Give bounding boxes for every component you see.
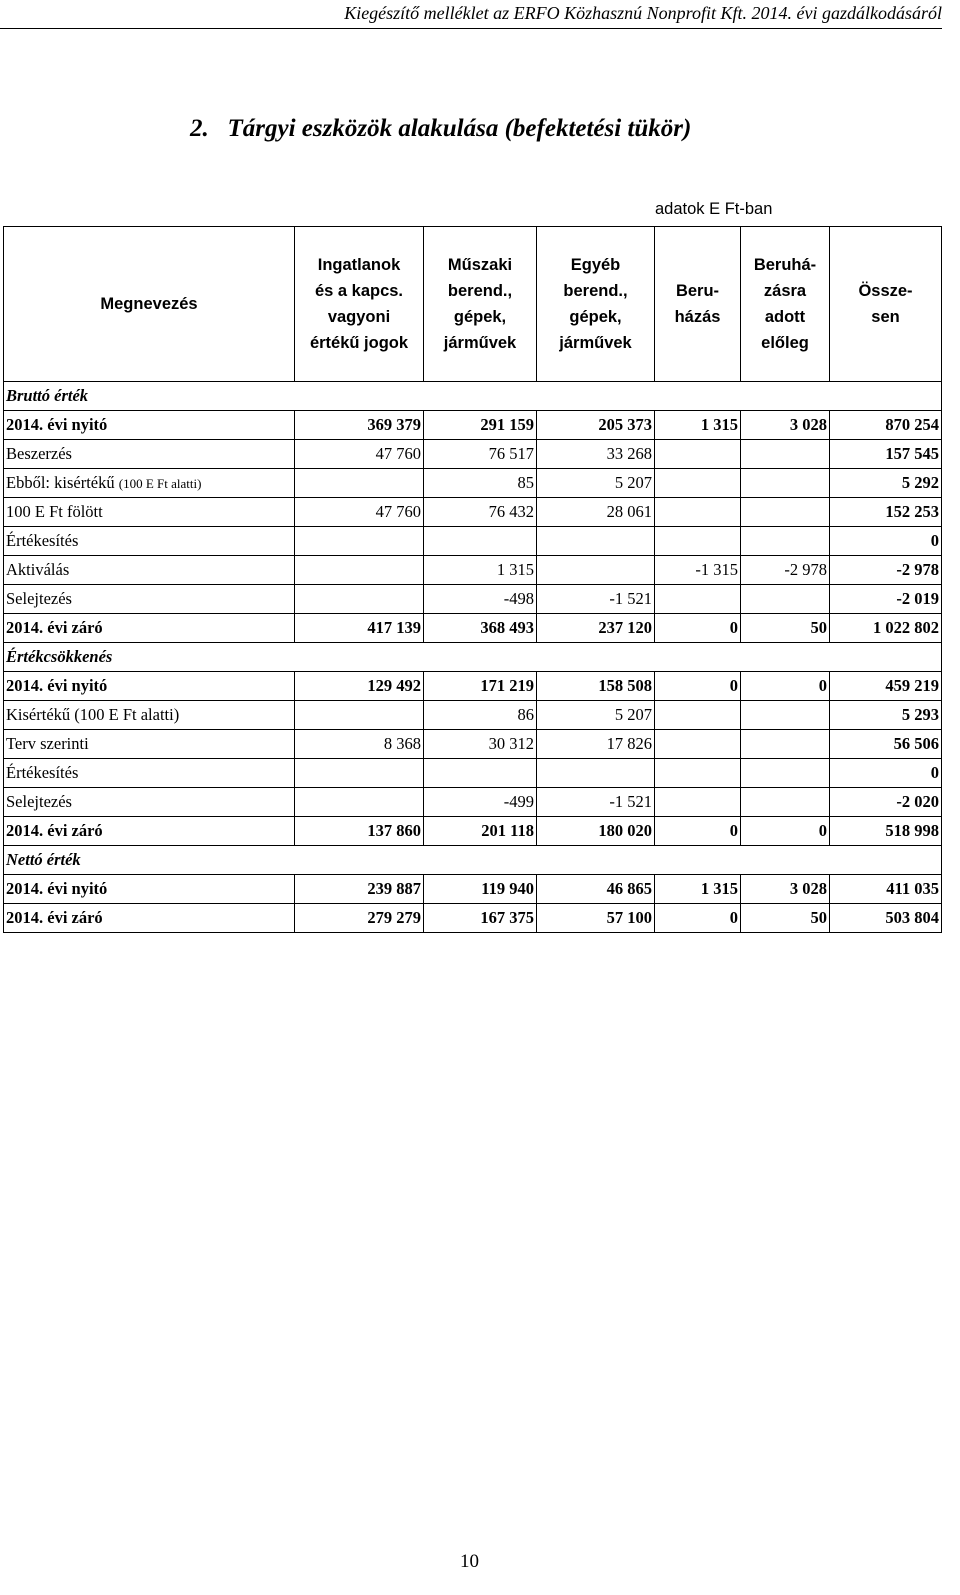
row-label-text: 2014. évi nyitó — [6, 415, 108, 434]
table-row — [4, 498, 942, 527]
column-header-line: zásra — [763, 282, 807, 300]
table-row — [4, 585, 942, 614]
cell-ingatlanok — [295, 701, 424, 730]
cell-eloleg: 3 028 — [741, 411, 830, 440]
column-header-muszaki — [424, 227, 537, 382]
cell-osszesen: 56 506 — [830, 730, 942, 759]
cell-osszesen: -2 978 — [830, 556, 942, 585]
cell-eloleg: 50 — [741, 904, 830, 933]
cell-ingatlanok — [295, 585, 424, 614]
column-header-line: Ingatlanok — [317, 256, 401, 274]
group-header-row — [4, 382, 942, 411]
cell-beruhazas — [655, 701, 741, 730]
page-header — [0, 0, 942, 29]
row-label-text: Értékesítés — [6, 763, 79, 782]
cell-ingatlanok: 8 368 — [295, 730, 424, 759]
column-header-line: Beruhá- — [753, 256, 817, 274]
column-header-line: gépek, — [569, 308, 622, 326]
page-number: 10 — [460, 1551, 479, 1572]
cell-osszesen: 0 — [830, 759, 942, 788]
cell-ingatlanok — [295, 527, 424, 556]
row-label — [4, 817, 295, 846]
row-label — [4, 469, 295, 498]
column-header-line: berend., — [563, 282, 628, 300]
cell-ingatlanok: 47 760 — [295, 440, 424, 469]
table-row — [4, 411, 942, 440]
cell-osszesen: -2 019 — [830, 585, 942, 614]
column-header-line: előleg — [761, 334, 809, 352]
cell-muszaki: 76 517 — [424, 440, 537, 469]
section-title-text: Tárgyi eszközök alakulása (befektetési tükör) — [227, 115, 692, 142]
table-row — [4, 904, 942, 933]
cell-muszaki: 171 219 — [424, 672, 537, 701]
cell-egyeb: 158 508 — [537, 672, 655, 701]
cell-muszaki: 167 375 — [424, 904, 537, 933]
running-title: Kiegészítő melléklet az ERFO Közhasznú Nonprofit Kft. 2014. évi gazdálkodásáról — [344, 3, 942, 23]
cell-egyeb: 5 207 — [537, 469, 655, 498]
cell-egyeb: 46 865 — [537, 875, 655, 904]
cell-ingatlanok: 417 139 — [295, 614, 424, 643]
row-label-text: Aktiválás — [6, 560, 70, 579]
cell-beruhazas — [655, 469, 741, 498]
cell-osszesen: 870 254 — [830, 411, 942, 440]
cell-eloleg: 3 028 — [741, 875, 830, 904]
row-label — [4, 701, 295, 730]
cell-osszesen: 411 035 — [830, 875, 942, 904]
cell-ingatlanok: 369 379 — [295, 411, 424, 440]
table-row — [4, 875, 942, 904]
row-label — [4, 904, 295, 933]
cell-muszaki: 30 312 — [424, 730, 537, 759]
column-header-line: berend., — [447, 282, 513, 300]
row-label-text: Beszerzés — [6, 444, 72, 463]
cell-osszesen: 459 219 — [830, 672, 942, 701]
cell-ingatlanok: 239 887 — [295, 875, 424, 904]
cell-osszesen: 1 022 802 — [830, 614, 942, 643]
column-header-line: értékű jogok — [309, 334, 409, 352]
column-header-line: Össze- — [858, 282, 913, 300]
section-number: 2. — [190, 115, 209, 142]
row-label-text: Selejtezés — [6, 589, 72, 608]
group-label: Nettó érték — [4, 846, 942, 875]
row-label-text: Selejtezés — [6, 792, 72, 811]
cell-eloleg: 50 — [741, 614, 830, 643]
cell-egyeb: 237 120 — [537, 614, 655, 643]
cell-muszaki — [424, 759, 537, 788]
cell-egyeb: 33 268 — [537, 440, 655, 469]
table-row — [4, 817, 942, 846]
cell-ingatlanok: 279 279 — [295, 904, 424, 933]
column-header-ingatlanok — [295, 227, 424, 382]
group-header-row — [4, 643, 942, 672]
row-label-text: 2014. évi záró — [6, 908, 103, 927]
row-label — [4, 440, 295, 469]
row-label-text: 2014. évi záró — [6, 821, 103, 840]
cell-eloleg: 0 — [741, 817, 830, 846]
row-label — [4, 614, 295, 643]
cell-osszesen: 152 253 — [830, 498, 942, 527]
row-label — [4, 527, 295, 556]
table-row — [4, 672, 942, 701]
cell-egyeb: 205 373 — [537, 411, 655, 440]
row-label — [4, 875, 295, 904]
table-row — [4, 614, 942, 643]
units-note: adatok E Ft-ban — [655, 200, 773, 218]
column-header-line: járművek — [443, 334, 517, 352]
cell-beruhazas — [655, 527, 741, 556]
group-label: Bruttó érték — [4, 382, 942, 411]
cell-muszaki: -498 — [424, 585, 537, 614]
column-header-line: gépek, — [453, 308, 507, 326]
row-label-text: 100 E Ft fölött — [6, 502, 103, 521]
header-row — [4, 227, 942, 382]
cell-eloleg — [741, 527, 830, 556]
cell-muszaki: 201 118 — [424, 817, 537, 846]
column-header-line: Megnevezés — [100, 295, 198, 313]
cell-beruhazas: 0 — [655, 614, 741, 643]
cell-beruhazas — [655, 730, 741, 759]
column-header-line: és a kapcs. — [314, 282, 404, 300]
cell-eloleg — [741, 498, 830, 527]
column-header-line: házás — [674, 308, 721, 326]
row-label — [4, 730, 295, 759]
cell-eloleg — [741, 585, 830, 614]
table-row — [4, 527, 942, 556]
cell-eloleg — [741, 469, 830, 498]
row-label-text: 2014. évi záró — [6, 618, 103, 637]
cell-muszaki: 291 159 — [424, 411, 537, 440]
cell-beruhazas — [655, 585, 741, 614]
cell-muszaki: 119 940 — [424, 875, 537, 904]
cell-ingatlanok — [295, 788, 424, 817]
table-row — [4, 788, 942, 817]
column-header-egyeb — [537, 227, 655, 382]
cell-egyeb — [537, 556, 655, 585]
cell-osszesen: 518 998 — [830, 817, 942, 846]
cell-beruhazas — [655, 498, 741, 527]
cell-ingatlanok: 137 860 — [295, 817, 424, 846]
cell-muszaki: 1 315 — [424, 556, 537, 585]
cell-eloleg: 0 — [741, 672, 830, 701]
group-header-row — [4, 846, 942, 875]
cell-osszesen: 0 — [830, 527, 942, 556]
cell-ingatlanok: 129 492 — [295, 672, 424, 701]
cell-beruhazas: 0 — [655, 817, 741, 846]
column-header-line: vagyoni — [327, 308, 391, 326]
cell-osszesen: 5 293 — [830, 701, 942, 730]
column-header-line: Műszaki — [447, 256, 513, 274]
cell-beruhazas: 1 315 — [655, 875, 741, 904]
row-label-text: 2014. évi nyitó — [6, 879, 108, 898]
cell-eloleg — [741, 788, 830, 817]
cell-osszesen: -2 020 — [830, 788, 942, 817]
cell-ingatlanok: 47 760 — [295, 498, 424, 527]
row-label — [4, 759, 295, 788]
table-header — [4, 227, 942, 382]
cell-ingatlanok — [295, 759, 424, 788]
row-label-text: 2014. évi nyitó — [6, 676, 108, 695]
cell-beruhazas: 0 — [655, 904, 741, 933]
row-label-note: (100 E Ft alatti) — [118, 475, 202, 491]
cell-egyeb — [537, 527, 655, 556]
cell-beruhazas: -1 315 — [655, 556, 741, 585]
row-label — [4, 585, 295, 614]
column-header-megnevezes — [4, 227, 295, 382]
cell-eloleg — [741, 759, 830, 788]
cell-beruhazas — [655, 440, 741, 469]
column-header-line: adott — [764, 308, 806, 326]
table-row — [4, 556, 942, 585]
row-label — [4, 672, 295, 701]
table-row — [4, 730, 942, 759]
column-header-line: Egyéb — [570, 256, 621, 274]
column-header-eloleg — [741, 227, 830, 382]
column-header-line: járművek — [559, 334, 632, 352]
cell-ingatlanok — [295, 469, 424, 498]
table-row — [4, 759, 942, 788]
cell-egyeb: -1 521 — [537, 788, 655, 817]
cell-eloleg — [741, 730, 830, 759]
cell-egyeb — [537, 759, 655, 788]
table-row — [4, 440, 942, 469]
cell-eloleg — [741, 440, 830, 469]
column-header-line: sen — [871, 308, 900, 326]
cell-osszesen: 503 804 — [830, 904, 942, 933]
cell-egyeb: 5 207 — [537, 701, 655, 730]
table-body — [4, 382, 942, 933]
cell-eloleg — [741, 701, 830, 730]
column-header-osszesen — [830, 227, 942, 382]
cell-muszaki: 86 — [424, 701, 537, 730]
row-label — [4, 788, 295, 817]
fixed-assets-table — [3, 226, 942, 933]
cell-egyeb: 180 020 — [537, 817, 655, 846]
column-header-line: Beru- — [675, 282, 720, 300]
cell-egyeb: 17 826 — [537, 730, 655, 759]
row-label-text: Kisértékű (100 E Ft alatti) — [6, 705, 180, 724]
cell-osszesen: 157 545 — [830, 440, 942, 469]
section-title — [190, 115, 691, 143]
column-header-beruhazas — [655, 227, 741, 382]
group-label: Értékcsökkenés — [4, 643, 942, 672]
table-row — [4, 701, 942, 730]
cell-beruhazas — [655, 788, 741, 817]
cell-egyeb: 28 061 — [537, 498, 655, 527]
cell-osszesen: 5 292 — [830, 469, 942, 498]
row-label-text: Terv szerinti — [6, 734, 89, 753]
cell-egyeb: 57 100 — [537, 904, 655, 933]
cell-muszaki: 85 — [424, 469, 537, 498]
cell-muszaki: 368 493 — [424, 614, 537, 643]
cell-ingatlanok — [295, 556, 424, 585]
cell-egyeb: -1 521 — [537, 585, 655, 614]
row-label — [4, 498, 295, 527]
row-label — [4, 411, 295, 440]
row-label-text: Értékesítés — [6, 531, 79, 550]
cell-muszaki — [424, 527, 537, 556]
cell-muszaki: 76 432 — [424, 498, 537, 527]
row-label-text: Ebből: kisértékű — [6, 472, 115, 492]
row-label — [4, 556, 295, 585]
cell-eloleg: -2 978 — [741, 556, 830, 585]
cell-beruhazas: 1 315 — [655, 411, 741, 440]
cell-muszaki: -499 — [424, 788, 537, 817]
cell-beruhazas: 0 — [655, 672, 741, 701]
table-row — [4, 469, 942, 498]
cell-beruhazas — [655, 759, 741, 788]
